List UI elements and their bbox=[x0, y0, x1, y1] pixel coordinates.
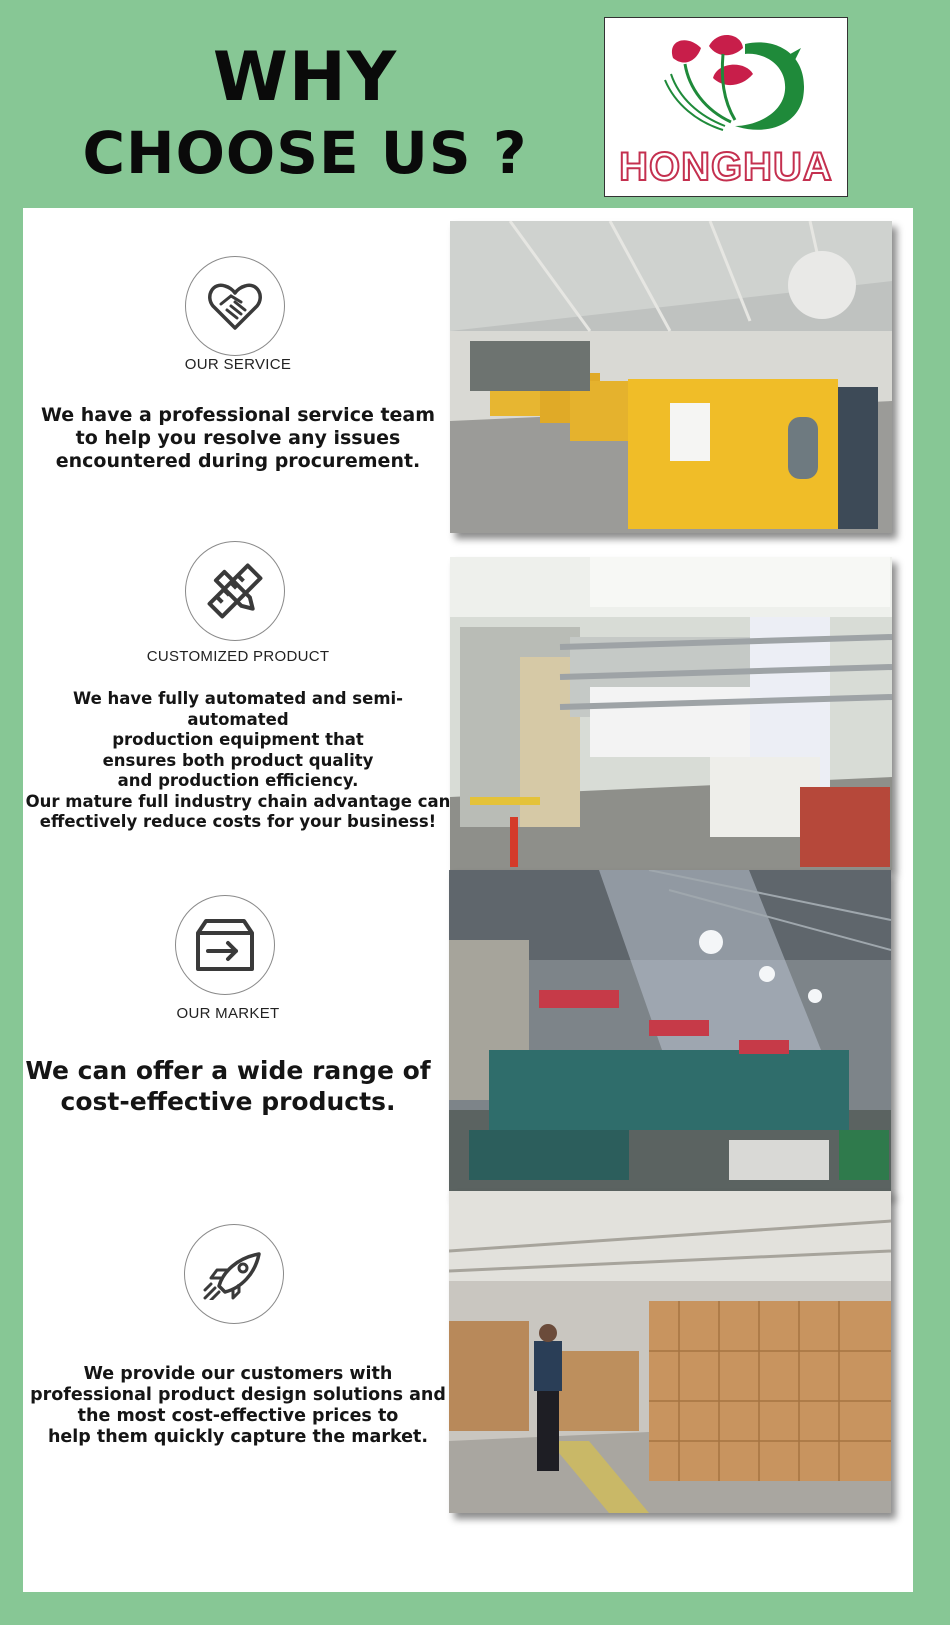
factory-photo bbox=[450, 221, 892, 533]
warehouse-photo bbox=[449, 1191, 891, 1513]
handshake-heart-icon bbox=[185, 256, 285, 356]
factory-photo bbox=[450, 557, 892, 870]
feature-row bbox=[23, 208, 913, 548]
feature-caption: OUR SERVICE bbox=[184, 356, 292, 373]
features-panel bbox=[23, 208, 913, 1592]
feature-description: We have a professional service team to help you resolve any issues encountered during procurement. bbox=[40, 404, 436, 472]
page-title bbox=[60, 38, 550, 188]
factory-photo bbox=[449, 870, 891, 1195]
rocket-icon bbox=[184, 1224, 284, 1324]
feature-caption: OUR MARKET bbox=[176, 1005, 280, 1022]
brand-logo bbox=[604, 17, 848, 197]
feature-caption: CUSTOMIZED PRODUCT bbox=[146, 648, 330, 665]
brand-name: HONGHUA bbox=[619, 145, 833, 189]
feature-description: We provide our customers with professional product design solutions and the most cost-effective prices to help them quickly capture the market. bbox=[30, 1364, 446, 1447]
title-line-2: CHOOSE US ? bbox=[82, 119, 528, 187]
feature-row bbox=[23, 548, 913, 878]
title-line-1: WHY bbox=[212, 38, 398, 117]
feature-description: We have fully automated and semi-automated production equipment that ensures both product quality and production efficiency. Our mature full industry chain advantage can effectively reduce costs for your business! bbox=[25, 689, 451, 831]
feature-row bbox=[23, 878, 913, 1218]
feature-description: We can offer a wide range of cost-effective products. bbox=[25, 1056, 431, 1116]
box-arrow-icon bbox=[175, 895, 275, 995]
ruler-pencil-icon bbox=[185, 541, 285, 641]
feature-row bbox=[23, 1218, 913, 1592]
